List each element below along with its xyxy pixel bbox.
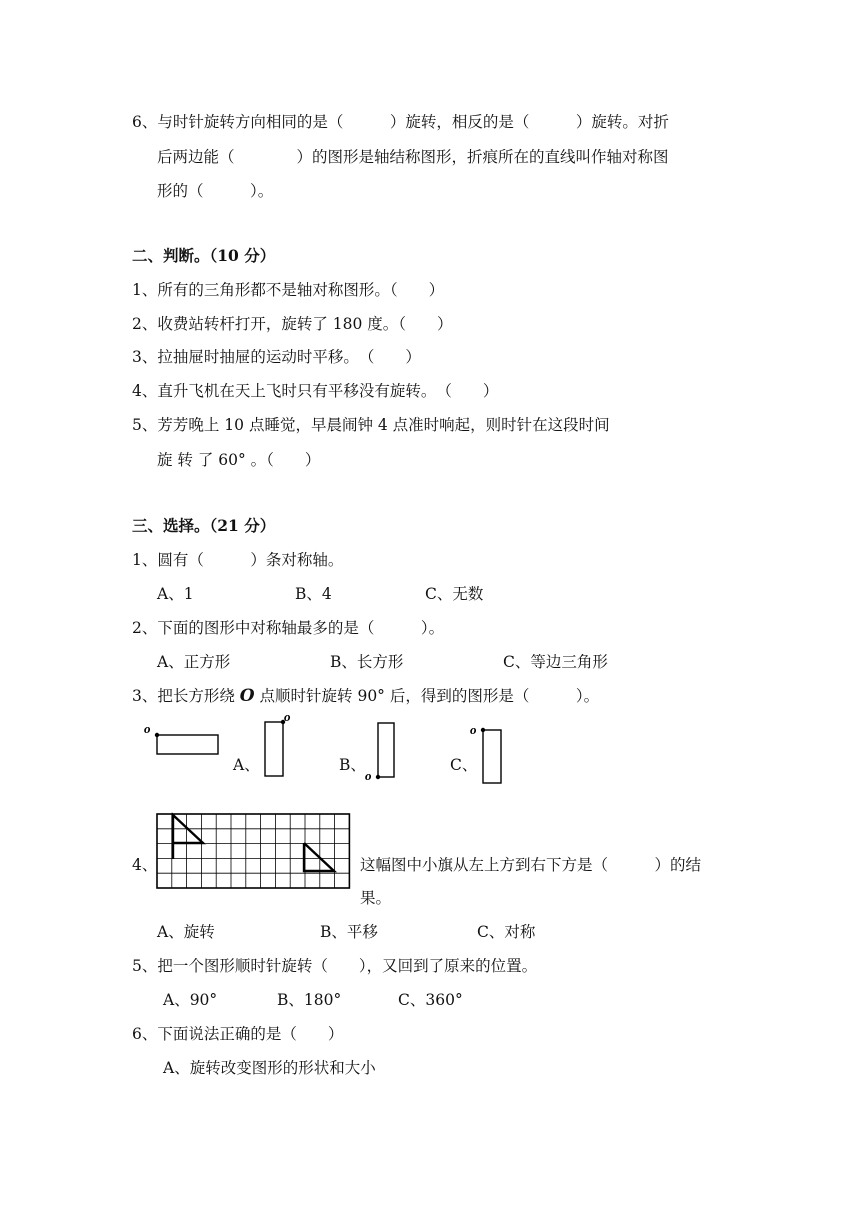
choice4-text-line2: 果。 bbox=[360, 889, 392, 907]
choice4-number: 4、 bbox=[132, 856, 158, 874]
choice4-text-line1: 这幅图中小旗从左上方到右下方是（ ）的结 bbox=[360, 856, 702, 874]
judge-item-1: 1、所有的三角形都不是轴对称图形。（ ） bbox=[132, 281, 445, 299]
choice5-option-b: B、180° bbox=[277, 991, 342, 1009]
choice3-option-c-point-label: o bbox=[470, 722, 477, 737]
choice2-option-c: C、等边三角形 bbox=[503, 653, 608, 671]
choice3-original-point-label: o bbox=[144, 721, 151, 736]
choice5-stem: 5、把一个图形顺时针旋转（ ），又回到了原来的位置。 bbox=[132, 957, 538, 975]
choice4-option-c: C、对称 bbox=[477, 923, 536, 941]
choice3-stem-after: 点顺时针旋转 90° 后，得到的图形是（ ）。 bbox=[254, 687, 600, 705]
q6-fill-line1: 6、与时针旋转方向相同的是（ ）旋转，相反的是（ ）旋转。对折 bbox=[132, 113, 669, 131]
choice3-option-b-point-label: o bbox=[365, 768, 372, 782]
judge-item-3: 3、拉抽屉时抽屉的运动时平移。 （ ） bbox=[132, 348, 421, 366]
q6-fill-line3: 形的（ ）。 bbox=[157, 182, 274, 200]
grid-frame bbox=[157, 814, 349, 888]
choice5-option-c: C、360° bbox=[398, 991, 463, 1009]
flag-lower-right bbox=[304, 843, 334, 871]
choice1-stem: 1、圆有（ ）条对称轴。 bbox=[132, 551, 344, 569]
judge-item-5-cont: 旋 转 了 60° 。（ ） bbox=[157, 451, 321, 469]
judge-item-4: 4、直升飞机在天上飞时只有平移没有旋转。 （ ） bbox=[132, 382, 499, 400]
choice1-option-b: B、4 bbox=[295, 585, 332, 603]
choice3-option-a-point-label: o bbox=[284, 710, 291, 724]
choice4-option-a: A、旋转 bbox=[157, 923, 215, 941]
judge-item-2: 2、收费站转杆打开，旋转了 180 度。（ ） bbox=[132, 315, 453, 333]
choice6-option-a: A、旋转改变图形的形状和大小 bbox=[163, 1059, 376, 1077]
choice4-grid-figure bbox=[154, 811, 354, 895]
choice2-option-b: B、长方形 bbox=[330, 653, 404, 671]
flag-upper-left bbox=[173, 815, 203, 859]
choice3-option-a-figure bbox=[262, 710, 298, 780]
q6-fill-line2: 后两边能（ ）的图形是轴结称图形，折痕所在的直线叫作轴对称图 bbox=[157, 148, 669, 166]
choice6-stem: 6、下面说法正确的是（ ） bbox=[132, 1025, 344, 1043]
choice2-option-a: A、正方形 bbox=[157, 653, 231, 671]
choice3-option-c-figure bbox=[467, 720, 507, 788]
choice3-option-b-figure bbox=[362, 720, 402, 782]
section2-title: 二、判断。（10 分） bbox=[132, 246, 276, 265]
choice3-option-a: A、 bbox=[233, 756, 260, 774]
choice3-stem bbox=[132, 686, 599, 706]
judge-item-5: 5、芳芳晚上 10 点睡觉，早晨闹钟 4 点准时响起，则时针在这段时间 bbox=[132, 416, 610, 434]
section3-title: 三、选择。（21 分） bbox=[132, 516, 276, 535]
choice3-option-c: C、 bbox=[450, 756, 478, 774]
choice1-option-c: C、无数 bbox=[425, 585, 484, 603]
choice5-option-a: A、90° bbox=[163, 991, 218, 1009]
choice2-stem: 2、下面的图形中对称轴最多的是（ ）。 bbox=[132, 619, 445, 637]
choice3-point-o: O bbox=[239, 686, 255, 706]
choice3-option-b: B、 bbox=[339, 756, 366, 774]
choice1-option-a: A、1 bbox=[157, 585, 194, 603]
choice4-option-b: B、平移 bbox=[320, 923, 378, 941]
choice3-stem-before: 3、把长方形绕 bbox=[132, 687, 240, 705]
choice3-original-rectangle-figure bbox=[140, 720, 225, 760]
